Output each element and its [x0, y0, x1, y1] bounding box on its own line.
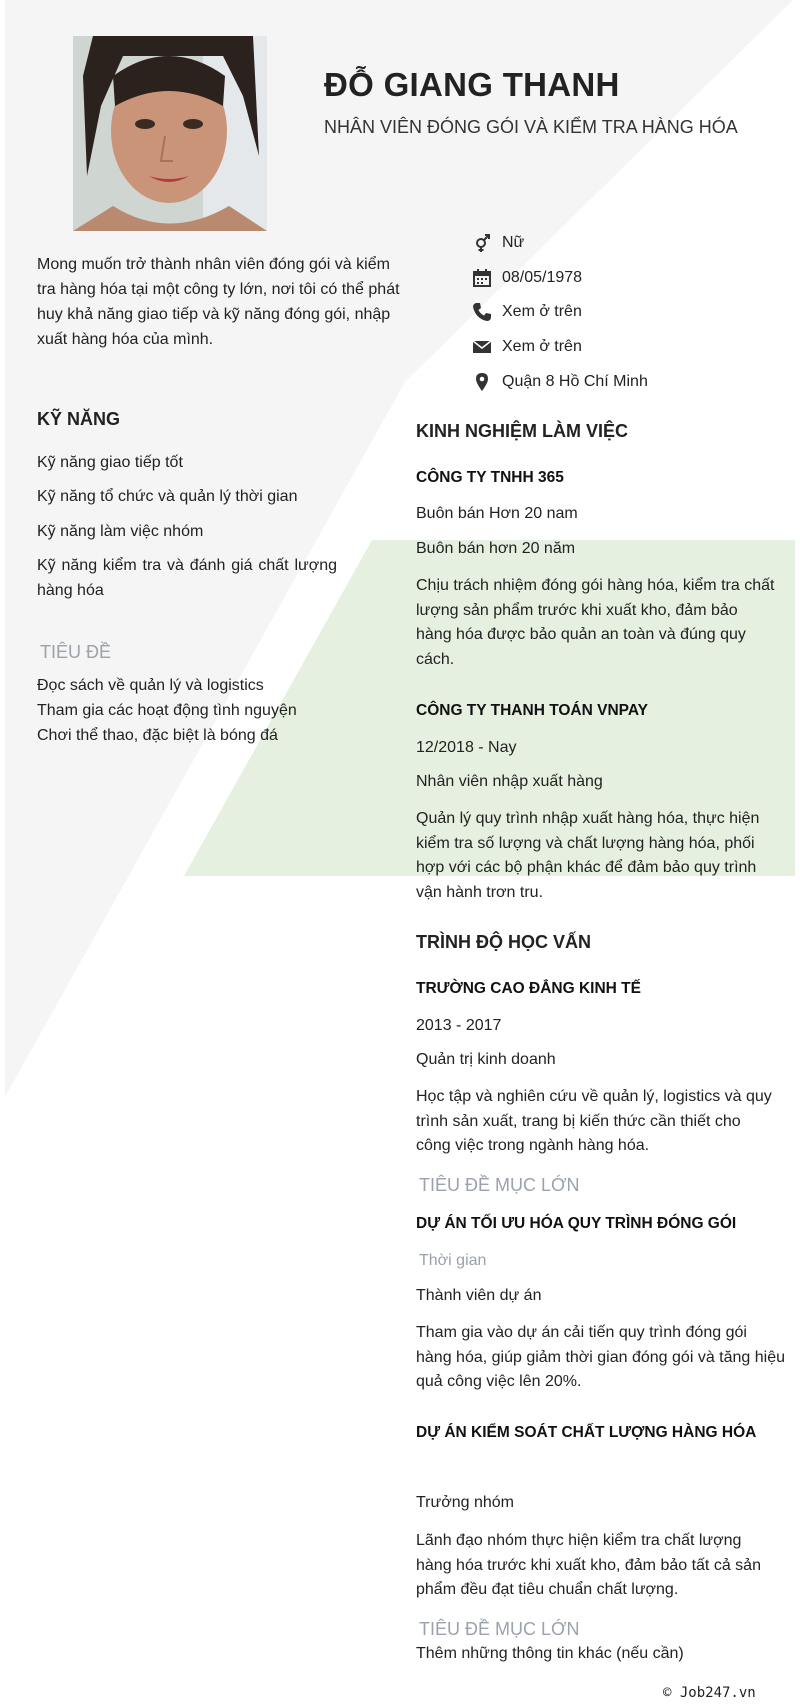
job-description: Chịu trách nhiệm đóng gói hàng hóa, kiểm tra chất lượng sản phẩm trước khi xuất kho, đảm bảo hàng hóa được bảo quản an toàn và đúng quy cách.	[416, 577, 775, 668]
job-position: Nhân viên nhập xuất hàng	[416, 773, 603, 790]
education-heading: TRÌNH ĐỘ HỌC VẤN	[416, 932, 591, 952]
skill-item: Kỹ năng kiểm tra và đánh giá chất lượng hàng hóa	[37, 557, 337, 599]
study-major: Quản trị kinh doanh	[416, 1051, 556, 1068]
study-time: 2013 - 2017	[416, 1017, 502, 1034]
project-role: Thành viên dự án	[416, 1287, 542, 1304]
calendar-icon	[472, 268, 492, 288]
mail-icon	[472, 337, 492, 357]
candidate-name: ĐỖ GIANG THANH	[324, 66, 620, 103]
avatar	[73, 36, 267, 231]
company-name: CÔNG TY THANH TOÁN VNPAY	[416, 702, 648, 719]
hobby-item: Đọc sách về quản lý và logistics	[37, 677, 264, 694]
location-icon	[472, 372, 492, 392]
job-description: Quản lý quy trình nhập xuất hàng hóa, thực hiện kiểm tra số lượng và chất lượng hàng hóa, phối hợp với các bộ phận khác để đảm bảo quy trình vận hành trơn tru.	[416, 810, 760, 901]
contact-birthdate: 08/05/1978	[472, 265, 582, 291]
project-description: Tham gia vào dự án cải tiến quy trình đóng gói hàng hóa, giúp giảm thời gian đóng gói và tăng hiệu quả công việc lên 20%.	[416, 1324, 785, 1390]
company-name: CÔNG TY TNHH 365	[416, 469, 564, 486]
hobby-item: Chơi thể thao, đặc biệt là bóng đá	[37, 727, 278, 744]
study-description: Học tập và nghiên cứu về quản lý, logistics và quy trình sản xuất, trang bị kiến thức cần thiết cho công việc trong ngành hàng hóa.	[416, 1088, 772, 1154]
gender-icon	[472, 233, 492, 253]
hobby-item: Tham gia các hoạt động tình nguyện	[37, 702, 297, 719]
project-time: Thời gian	[419, 1252, 487, 1269]
other-heading: TIÊU ĐỀ MỤC LỚN	[419, 1619, 580, 1639]
job-position: Buôn bán hơn 20 năm	[416, 540, 576, 557]
contact-email: Xem ở trên	[472, 334, 582, 360]
hobbies-heading: TIÊU ĐỀ	[40, 642, 112, 662]
project-name: DỰ ÁN TỐI ƯU HÓA QUY TRÌNH ĐÓNG GÓI	[416, 1215, 737, 1232]
career-objective: Mong muốn trở thành nhân viên đóng gói và kiểm tra hàng hóa tại một công ty lớn, nơi tôi có thể phát huy khả năng giao tiếp và kỹ năng đóng gói, nhập xuất hàng hóa của mình.	[37, 256, 400, 348]
experience-heading: KINH NGHIỆM LÀM VIỆC	[416, 421, 629, 441]
project-role: Trưởng nhóm	[416, 1494, 514, 1511]
school-name: TRƯỜNG CAO ĐẲNG KINH TẾ	[416, 980, 641, 997]
skill-item: Kỹ năng làm việc nhóm	[37, 523, 204, 540]
footer-brand[interactable]: © Job247.vn	[663, 1685, 756, 1701]
contact-gender: Nữ	[472, 230, 524, 256]
projects-heading: TIÊU ĐỀ MỤC LỚN	[419, 1175, 580, 1195]
skills-heading: KỸ NĂNG	[37, 409, 121, 429]
phone-icon	[472, 302, 492, 322]
contact-address: Quận 8 Hồ Chí Minh	[472, 369, 648, 395]
project-name: DỰ ÁN KIỂM SOÁT CHẤT LƯỢNG HÀNG HÓA	[416, 1424, 757, 1441]
job-time: Buôn bán Hơn 20 nam	[416, 505, 578, 522]
skill-item: Kỹ năng giao tiếp tốt	[37, 454, 183, 471]
project-description: Lãnh đạo nhóm thực hiện kiểm tra chất lượng hàng hóa trước khi xuất kho, đảm bảo tất cả sản phẩm đều đạt tiêu chuẩn chất lượng.	[416, 1532, 761, 1598]
skill-item: Kỹ năng tổ chức và quản lý thời gian	[37, 488, 298, 505]
job-time: 12/2018 - Nay	[416, 739, 517, 756]
job-title: NHÂN VIÊN ĐÓNG GÓI VÀ KIỂM TRA HÀNG HÓA	[324, 117, 738, 137]
other-info: Thêm những thông tin khác (nếu cần)	[416, 1645, 684, 1662]
contact-phone: Xem ở trên	[472, 299, 582, 325]
